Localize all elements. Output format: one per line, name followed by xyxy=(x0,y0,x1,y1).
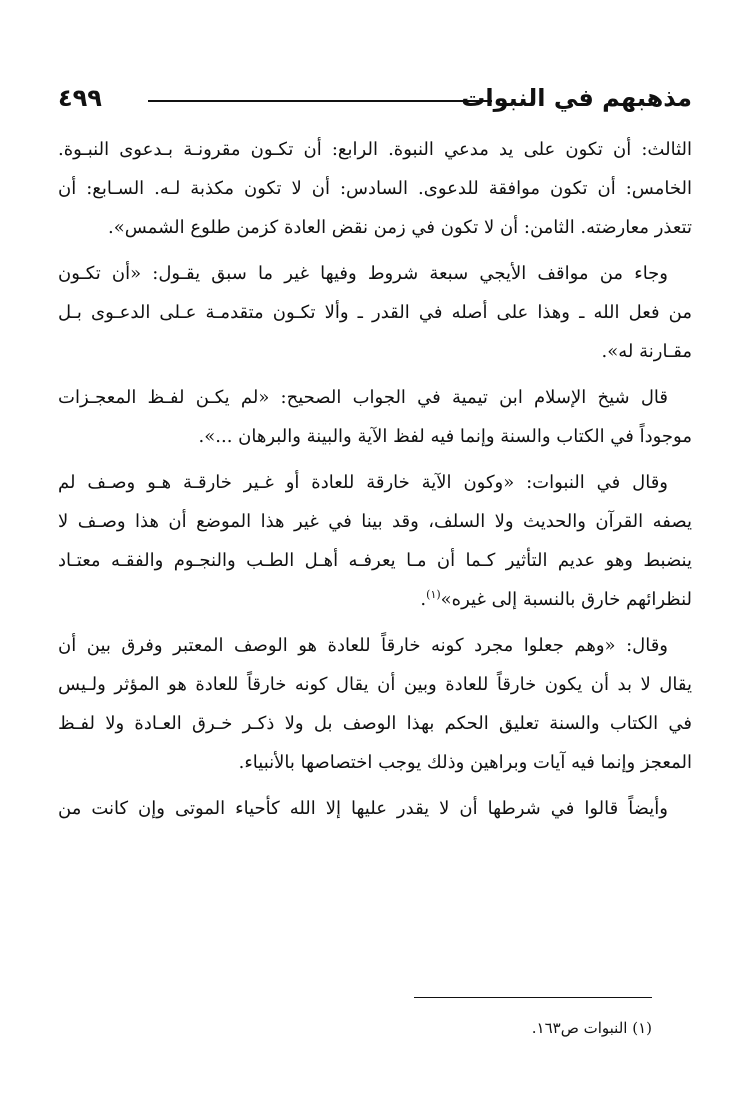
header-rule xyxy=(148,100,492,102)
chapter-title: مذهبهم في النبوات xyxy=(461,84,692,112)
text-line: من فعل الله ـ وهذا على أصله في القدر ـ وألا تكـون متقدمـة عـلى الدعـوى بـل xyxy=(58,302,692,323)
text-line: يصفه القرآن والحديث ولا السلف، وقد بينا في غير هذا الموضع أن هذا وصـف لا xyxy=(58,511,692,532)
footnote: (١) النبوات ص١٦٣. xyxy=(531,1019,652,1037)
running-header xyxy=(58,78,692,118)
body-text xyxy=(58,130,692,828)
text-line: يقال لا بد أن يكون خارقاً للعادة وبين أن يقال كونه خارقاً للعادة هو المؤثر ولـيس xyxy=(58,674,692,695)
text-line: مقـارنة له». xyxy=(601,341,692,362)
footnote-marker: (١) xyxy=(426,588,441,601)
text-line-with-footnote xyxy=(58,580,692,619)
text-line: وجاء من مواقف الأيجي سبعة شروط وفيها غير ما سبق يقـول: «أن تكـون xyxy=(58,263,668,284)
text-line: الخامس: أن تكون موافقة للدعوى. السادس: أن لا تكون مكذبة لـه. السـابع: أن xyxy=(58,178,692,199)
text-line: المعجز وإنما فيه آيات وبراهين وذلك يوجب اختصاصها بالأنبياء. xyxy=(238,752,692,773)
text-line: قال شيخ الإسلام ابن تيمية في الجواب الصحيح: «لم يكـن لفـظ المعجـزات xyxy=(58,387,668,408)
text-line: الثالث: أن تكون على يد مدعي النبوة. الرابع: أن تكـون مقرونـة بـدعوى النبـوة. xyxy=(58,139,692,160)
text-line: وقال: «وهم جعلوا مجرد كونه خارقاً للعادة هو الوصف المعتبر وفرق بين أن xyxy=(58,635,668,656)
line-text: لنظرائهم خارق بالنسبة إلى غيره» xyxy=(440,589,692,610)
text-line: تتعذر معارضته. الثامن: أن لا تكون في زمن نقض العادة كزمن طلوع الشمس». xyxy=(108,217,692,238)
text-line: موجوداً في الكتاب والسنة وإنما فيه لفظ الآية والبينة والبرهان ...». xyxy=(198,426,692,447)
page-number: ٤٩٩ xyxy=(58,84,102,112)
text-line: في الكتاب والسنة تعليق الحكم بهذا الوصف بل ولا ذكـر خـرق العـادة ولا لفـظ xyxy=(58,713,692,734)
line-end-period: . xyxy=(420,589,427,610)
text-line: وأيضاً قالوا في شرطها أن لا يقدر عليها إلا الله كأحياء الموتى وإن كانت من xyxy=(58,798,668,819)
text-line: ينضبط وهو عديم التأثير كـما أن مـا يعرفـه أهـل الطـب والنجـوم والفقـه معتـاد xyxy=(58,550,692,571)
text-line: وقال في النبوات: «وكون الآية خارقة للعادة أو غـير خارقـة هـو وصـف لم xyxy=(58,472,668,493)
footnote-rule xyxy=(414,997,652,998)
